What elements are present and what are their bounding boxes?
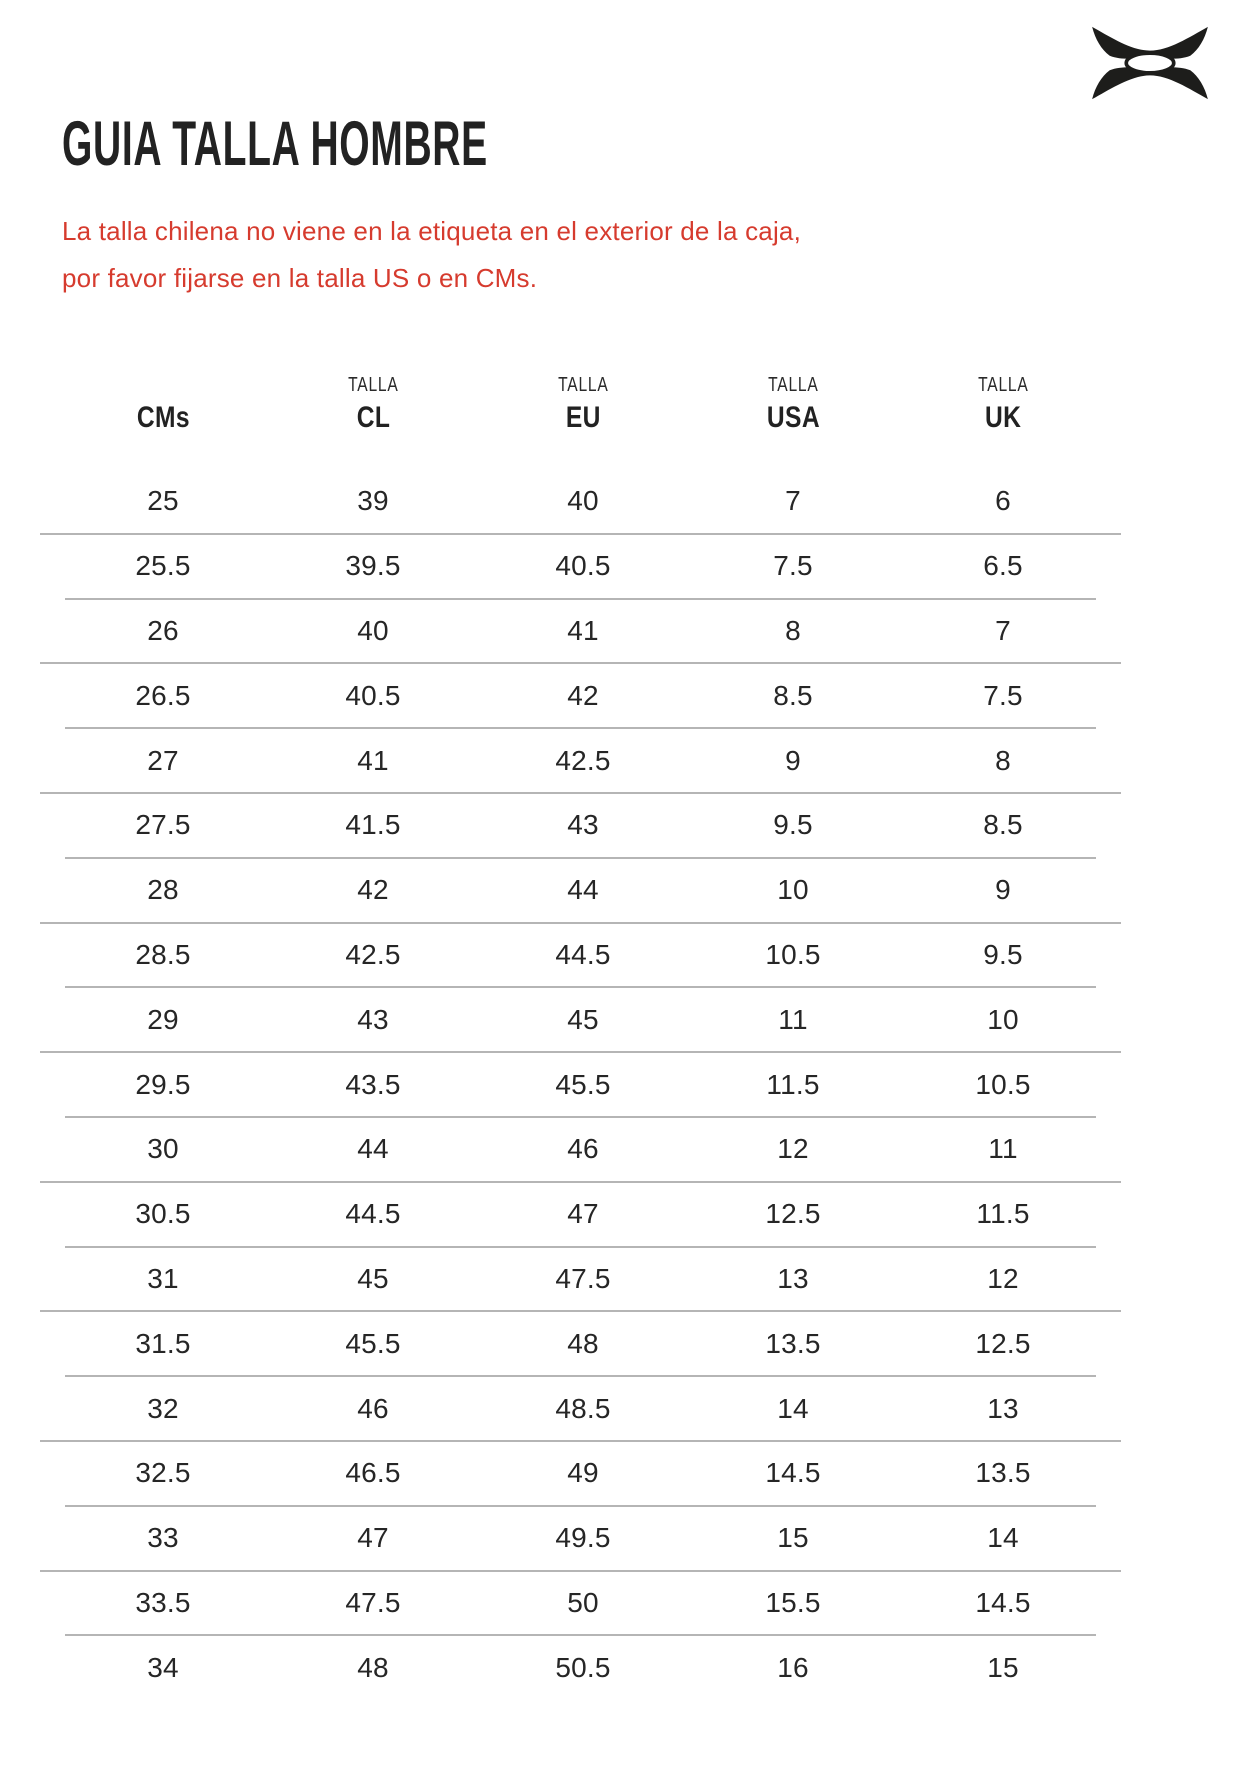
size-cell-uk: 13 bbox=[987, 1392, 1019, 1424]
size-table-rows bbox=[58, 470, 1108, 1699]
size-cell-cms: 25.5 bbox=[135, 550, 191, 582]
size-cell-uk: 6 bbox=[995, 485, 1011, 517]
size-cell-uk: 8.5 bbox=[983, 809, 1023, 841]
column-header-bottom-label: CL bbox=[356, 401, 390, 434]
size-cell-usa: 7.5 bbox=[773, 550, 813, 582]
column-header-usa bbox=[688, 372, 898, 438]
size-cell-usa: 9 bbox=[785, 744, 801, 776]
size-cell-usa: 14.5 bbox=[765, 1457, 821, 1489]
size-cell-usa: 14 bbox=[777, 1392, 809, 1424]
size-cell-uk: 7 bbox=[995, 614, 1011, 646]
size-cell-uk: 7.5 bbox=[983, 679, 1023, 711]
column-header-eu bbox=[478, 372, 688, 438]
size-cell-cms: 28 bbox=[147, 874, 179, 906]
size-cell-eu: 50.5 bbox=[555, 1651, 611, 1683]
size-cell-eu: 40 bbox=[567, 485, 599, 517]
size-cell-cl: 42 bbox=[357, 874, 389, 906]
column-header-bottom-label: UK bbox=[984, 401, 1022, 434]
size-cell-eu: 47.5 bbox=[555, 1262, 611, 1294]
size-cell-cl: 46.5 bbox=[345, 1457, 401, 1489]
size-cell-cl: 44 bbox=[357, 1133, 389, 1165]
table-row bbox=[58, 1248, 1108, 1311]
size-table-header bbox=[58, 372, 1108, 438]
size-cell-eu: 48.5 bbox=[555, 1392, 611, 1424]
size-cell-cl: 47.5 bbox=[345, 1586, 401, 1618]
table-row bbox=[58, 794, 1108, 857]
size-cell-cl: 39.5 bbox=[345, 550, 401, 582]
size-cell-eu: 45 bbox=[567, 1003, 599, 1035]
table-row bbox=[58, 988, 1108, 1051]
notice-line-2: por favor fijarse en la talla US o en CMs. bbox=[62, 263, 538, 293]
under-armour-logo-icon bbox=[1088, 26, 1212, 100]
size-cell-uk: 8 bbox=[995, 744, 1011, 776]
size-cell-cms: 32 bbox=[147, 1392, 179, 1424]
size-cell-cms: 29.5 bbox=[135, 1068, 191, 1100]
size-cell-eu: 44 bbox=[567, 874, 599, 906]
table-row bbox=[58, 1442, 1108, 1505]
size-cell-eu: 43 bbox=[567, 809, 599, 841]
size-cell-cms: 32.5 bbox=[135, 1457, 191, 1489]
size-cell-eu: 50 bbox=[567, 1586, 599, 1618]
table-row bbox=[58, 664, 1108, 727]
size-cell-uk: 6.5 bbox=[983, 550, 1023, 582]
size-cell-usa: 8.5 bbox=[773, 679, 813, 711]
size-cell-uk: 11.5 bbox=[976, 1198, 1030, 1230]
size-cell-cms: 31.5 bbox=[135, 1327, 191, 1359]
column-header-bottom-label: USA bbox=[766, 401, 820, 434]
size-cell-cl: 48 bbox=[357, 1651, 389, 1683]
column-header-top-label: TALLA bbox=[347, 374, 399, 396]
table-row bbox=[58, 1572, 1108, 1635]
size-cell-usa: 8 bbox=[785, 614, 801, 646]
table-row bbox=[58, 859, 1108, 922]
column-header-uk bbox=[898, 372, 1108, 438]
size-cell-cms: 28.5 bbox=[135, 938, 191, 970]
size-cell-usa: 12.5 bbox=[765, 1198, 821, 1230]
size-cell-cl: 39 bbox=[357, 485, 389, 517]
size-cell-cms: 25 bbox=[147, 485, 179, 517]
size-cell-cl: 42.5 bbox=[345, 938, 401, 970]
size-table bbox=[58, 372, 1108, 1699]
column-header-top-label: TALLA bbox=[557, 374, 609, 396]
size-cell-cms: 33.5 bbox=[135, 1586, 191, 1618]
size-cell-cl: 40 bbox=[357, 614, 389, 646]
size-cell-uk: 9 bbox=[995, 874, 1011, 906]
column-header-cms bbox=[58, 372, 268, 438]
column-header-top-label: TALLA bbox=[977, 374, 1029, 396]
size-cell-usa: 16 bbox=[777, 1651, 809, 1683]
table-row bbox=[58, 470, 1108, 533]
size-cell-eu: 49 bbox=[567, 1457, 599, 1489]
size-cell-uk: 13.5 bbox=[975, 1457, 1031, 1489]
size-cell-eu: 42 bbox=[567, 679, 599, 711]
size-cell-uk: 12 bbox=[987, 1262, 1019, 1294]
size-cell-usa: 9.5 bbox=[773, 809, 813, 841]
size-cell-uk: 12.5 bbox=[975, 1327, 1031, 1359]
size-cell-usa: 12 bbox=[777, 1133, 809, 1165]
size-cell-uk: 9.5 bbox=[983, 938, 1023, 970]
table-row bbox=[58, 729, 1108, 792]
size-cell-cms: 31 bbox=[147, 1262, 179, 1294]
table-row bbox=[58, 1377, 1108, 1440]
size-cell-cl: 45 bbox=[357, 1262, 389, 1294]
table-row bbox=[58, 1507, 1108, 1570]
size-cell-cl: 41.5 bbox=[345, 809, 401, 841]
size-cell-cl: 46 bbox=[357, 1392, 389, 1424]
size-cell-cms: 26.5 bbox=[135, 679, 191, 711]
size-cell-uk: 15 bbox=[987, 1651, 1019, 1683]
size-cell-eu: 48 bbox=[567, 1327, 599, 1359]
size-cell-cms: 30 bbox=[147, 1133, 179, 1165]
size-cell-usa: 11.5 bbox=[766, 1068, 820, 1100]
size-cell-usa: 13.5 bbox=[765, 1327, 821, 1359]
table-row bbox=[58, 1636, 1108, 1699]
table-row bbox=[58, 1118, 1108, 1181]
size-cell-eu: 44.5 bbox=[555, 938, 611, 970]
size-cell-uk: 10 bbox=[987, 1003, 1019, 1035]
table-row bbox=[58, 924, 1108, 987]
size-cell-usa: 7 bbox=[785, 485, 801, 517]
column-header-top-label: TALLA bbox=[767, 374, 819, 396]
table-row bbox=[58, 1053, 1108, 1116]
size-cell-cms: 29 bbox=[147, 1003, 179, 1035]
size-cell-cms: 33 bbox=[147, 1522, 179, 1554]
size-cell-cms: 30.5 bbox=[135, 1198, 191, 1230]
size-cell-usa: 11 bbox=[778, 1003, 808, 1035]
size-cell-eu: 49.5 bbox=[555, 1522, 611, 1554]
size-cell-cl: 43.5 bbox=[345, 1068, 401, 1100]
size-cell-eu: 47 bbox=[567, 1198, 599, 1230]
size-cell-usa: 15 bbox=[777, 1522, 809, 1554]
size-cell-eu: 40.5 bbox=[555, 550, 611, 582]
page-title: GUIA TALLA HOMBRE bbox=[62, 107, 488, 179]
size-cell-cl: 45.5 bbox=[345, 1327, 401, 1359]
size-cell-eu: 46 bbox=[567, 1133, 599, 1165]
size-cell-cms: 27.5 bbox=[135, 809, 191, 841]
column-header-cl bbox=[268, 372, 478, 438]
size-cell-cl: 41 bbox=[357, 744, 389, 776]
size-cell-cl: 44.5 bbox=[345, 1198, 401, 1230]
size-cell-usa: 15.5 bbox=[765, 1586, 821, 1618]
table-row bbox=[58, 535, 1108, 598]
size-cell-cl: 47 bbox=[357, 1522, 389, 1554]
size-cell-uk: 11 bbox=[988, 1133, 1018, 1165]
table-row bbox=[58, 1183, 1108, 1246]
size-cell-usa: 13 bbox=[777, 1262, 809, 1294]
size-cell-cl: 43 bbox=[357, 1003, 389, 1035]
notice-line-1: La talla chilena no viene en la etiqueta en el exterior de la caja, bbox=[62, 216, 802, 246]
size-cell-uk: 14 bbox=[987, 1522, 1019, 1554]
size-cell-uk: 10.5 bbox=[975, 1068, 1031, 1100]
notice-text bbox=[62, 208, 801, 302]
table-row bbox=[58, 600, 1108, 663]
size-cell-cms: 27 bbox=[147, 744, 179, 776]
table-row bbox=[58, 1312, 1108, 1375]
column-header-bottom-label: CMs bbox=[136, 401, 190, 434]
size-cell-usa: 10 bbox=[777, 874, 809, 906]
size-cell-usa: 10.5 bbox=[765, 938, 821, 970]
size-cell-eu: 45.5 bbox=[555, 1068, 611, 1100]
size-cell-uk: 14.5 bbox=[975, 1586, 1031, 1618]
size-cell-cms: 34 bbox=[147, 1651, 179, 1683]
size-cell-eu: 42.5 bbox=[555, 744, 611, 776]
column-header-bottom-label: EU bbox=[565, 401, 601, 434]
size-cell-cl: 40.5 bbox=[345, 679, 401, 711]
size-cell-cms: 26 bbox=[147, 614, 179, 646]
size-cell-eu: 41 bbox=[567, 614, 599, 646]
